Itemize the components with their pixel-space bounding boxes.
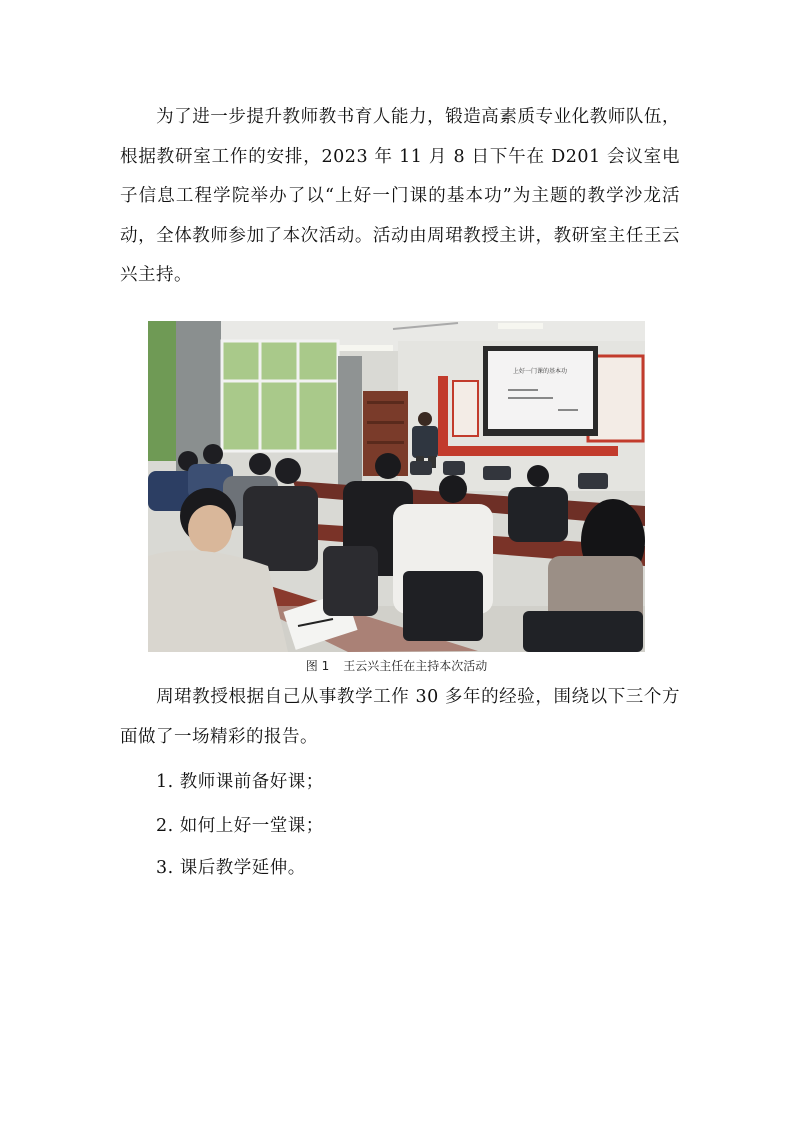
report-paragraph bbox=[120, 678, 680, 757]
intro-text: 为了进一步提升教师教书育人能力，锻造高素质专业化教师队伍，根据教研室工作的安排，2023 年 11 月 8 日下午在 D201 会议室电子信息工程学院举办了以“上好一门课的基本功”为主题的教学沙龙活动，全体教师参加了本次活动。活动由周珺教授主讲，教研室主任王云兴主持。 bbox=[120, 107, 680, 285]
list-item: 2. 如何上好一堂课； bbox=[156, 816, 324, 836]
event-photo bbox=[148, 321, 645, 652]
screen-title: 上好一门课的基本功 bbox=[512, 368, 568, 375]
list-item: 3. 课后教学延伸。 bbox=[156, 858, 306, 878]
figure-number: 图 1 bbox=[305, 659, 330, 673]
figure-caption bbox=[0, 658, 793, 674]
classroom-photo-illustration bbox=[148, 321, 645, 652]
intro-paragraph bbox=[120, 98, 680, 296]
report-text: 周珺教授根据自己从事教学工作 30 多年的经验，围绕以下三个方面做了一场精彩的报告。 bbox=[120, 687, 680, 747]
figure-caption-text: 王云兴主任在主持本次活动 bbox=[343, 659, 488, 673]
list-item: 1. 教师课前备好课； bbox=[156, 772, 324, 792]
